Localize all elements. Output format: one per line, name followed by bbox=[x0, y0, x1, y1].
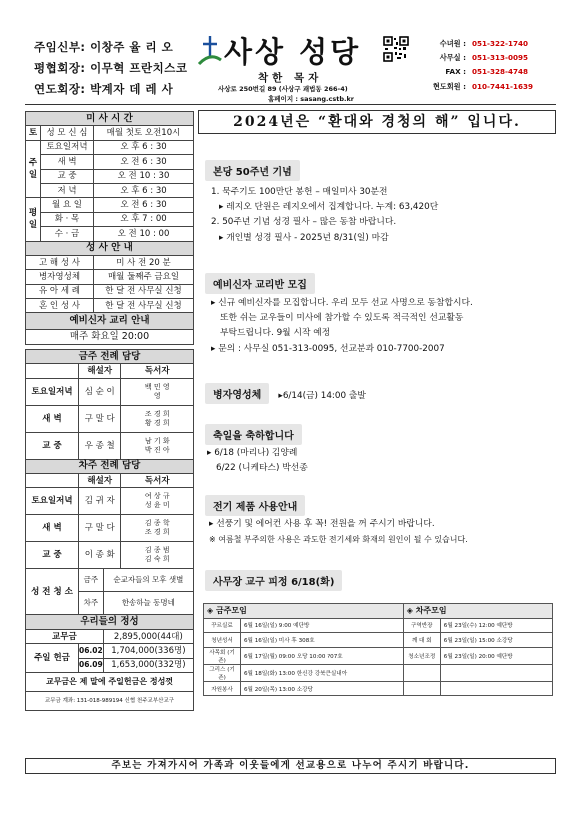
officer-priest: 주임신부: 이창주 율 리 오 bbox=[34, 40, 174, 54]
section-anniversary bbox=[205, 160, 300, 181]
sunday-label: 주 일 bbox=[26, 140, 41, 198]
sacrament-title: 성 사 안 내 bbox=[26, 241, 194, 255]
offering-account: 교무금 계좌: 131-018-989194 신협 천주교부산교구 bbox=[26, 691, 194, 710]
section-electric bbox=[205, 495, 305, 516]
meetings-table-wrap bbox=[203, 603, 553, 696]
footer-message: 주보는 가져가시어 가족과 이웃들에게 선교용으로 나누어 주시기 바랍니다. bbox=[25, 758, 556, 774]
table-row: 교 중 우 종 철 남 기 화 박 진 아 bbox=[26, 432, 194, 459]
table-row: 주 일 토요일저녁 오 후 6 : 30 bbox=[26, 140, 194, 154]
table-row: 고 해 성 사 미 사 전 20 분 bbox=[26, 255, 194, 269]
next-week-title: ◈ 차주모임 bbox=[403, 604, 552, 619]
left-column bbox=[25, 111, 194, 711]
cleaning-label: 성 전 청 소 bbox=[26, 569, 79, 615]
table-row: 새 벽 오 전 6 : 30 bbox=[26, 155, 194, 169]
meetings-table bbox=[203, 603, 553, 696]
table-row: 새 벽 구 말 다 조 경 희 황 경 희 bbox=[26, 405, 194, 432]
mass-table bbox=[25, 111, 194, 345]
officer-yeondo: 연도회장: 박계자 데 레 사 bbox=[34, 82, 174, 96]
year-banner: 2024년은 “환대와 경청의 해” 입니다. bbox=[198, 110, 556, 134]
table-row: 06.09 1,653,000(332명) bbox=[26, 658, 194, 672]
gold-liturgy-table: 금주 전례 담당 해설자 독서자 토요일저녁 심 순 이 백 민 영 영 새 벽 구 말 다 조 경 희 황 경 희 교 중 우 종 철 남 기 화 박 진 아 차주 전례 담당 해설자 독서자 토요일저녁 김 귀 자 여 상 규 성 윤 미 새 벽 구 말 다 김 종 학 조 경 희 교 중 이 종 화 김 종 범 김 숙 희 성 전 청 소 금주 순교자들의 모후 샛별 차주 한송하늘 동명네 우리들의 정성 교무금 2,895,000(44대) 주일 헌금 06.02 1,704,000(336명) 06.09 1,653,000(332명) 교무금은 제 말에 주일헌금은 정성껏 교무금 계좌: 131-018-989194 신협 천주교부산교구 bbox=[25, 349, 194, 711]
homepage-link[interactable]: sasang.cstb.kr bbox=[300, 95, 354, 103]
contact-convent: 수녀원 : 051-322-1740 bbox=[439, 39, 528, 48]
table-row: 혼 인 성 사 한 달 전 사무실 신청 bbox=[26, 299, 194, 313]
table-row: 사목회 (기존) 6월 17일(월) 09:00 오당 10:00 ?07호 청소년조정 6월 23일(일) 20:00 예단방 bbox=[204, 647, 553, 664]
electric-title: 전기 제품 사용안내 bbox=[205, 495, 305, 516]
this-week-title: ◈ 금주모임 bbox=[204, 604, 404, 619]
section-sick bbox=[205, 383, 366, 404]
homepage-line: 홈페이지 : sasang.cstb.kr bbox=[268, 95, 354, 103]
table-row: 성 전 청 소 금주 순교자들의 모후 샛별 bbox=[26, 569, 194, 592]
sick-text: ▸6/14(금) 14:00 출발 bbox=[278, 391, 366, 401]
catechism-title: 예비신자 교리반 모집 bbox=[205, 273, 315, 294]
table-row: 병자영성체 매월 둘째주 금요일 bbox=[26, 270, 194, 284]
table-row: 청년성서 6월 16일(일) 미사 후 308호 깨 대 회 6월 23일(일) 15:00 소강당 bbox=[204, 633, 553, 648]
section-catechism bbox=[205, 273, 315, 294]
table-row: 그리스 (기존) 6월 18일(화) 13:00 한신강 강북큰실내아 bbox=[204, 664, 553, 681]
table-row: 유 아 세 례 한 달 전 사무실 신청 bbox=[26, 284, 194, 298]
contact-fax: FAX : 051-328-4748 bbox=[445, 67, 528, 77]
church-address: 사상로 250번길 89 (사상구 괘법동 266-4) bbox=[218, 85, 348, 93]
anniversary-body: 1. 묵주기도 100만단 봉헌 – 매일미사 30분전 ▸ 레지오 단원은 레지오에서 집계합니다. 누계: 63,420단 2. 50주년 기념 성경 필사 – 많은 동참 바랍니다. ▸ 개인별 성경 필사 - 2025년 8/31(일) 마감 bbox=[211, 187, 439, 243]
contact-office: 사무실 : 051-313-0095 bbox=[439, 53, 528, 63]
table-row: 자원봉사 6월 20일(목) 13:00 소강당 bbox=[204, 681, 553, 696]
offering-note: 교무금은 제 말에 주일헌금은 정성껏 bbox=[26, 672, 194, 691]
feast-title: 축일을 축하합니다 bbox=[205, 424, 302, 445]
table-row: 주일 헌금 06.02 1,704,000(336명) bbox=[26, 644, 194, 658]
retreat-title: 사무장 교구 피정 6/18(화) bbox=[205, 570, 342, 591]
anniversary-title: 본당 50주년 기념 bbox=[205, 160, 300, 181]
contact-list bbox=[418, 37, 558, 94]
section-feast bbox=[205, 424, 302, 445]
mass-title: 미 사 시 간 bbox=[26, 112, 194, 126]
weekday-label: 평 일 bbox=[26, 198, 41, 241]
feast-body: ▸ 6/18 (마리나) 김양례 6/22 (니케타스) 박선종 bbox=[207, 448, 308, 474]
church-name: 사상 성당 bbox=[224, 35, 362, 69]
table-row: 평 일 월 요 일 오 전 6 : 30 bbox=[26, 198, 194, 212]
qr-code-icon bbox=[383, 36, 409, 62]
header-divider bbox=[25, 104, 556, 105]
church-subtitle: 착한 목자 bbox=[258, 72, 323, 84]
table-row: 화 · 목 오 후 7 : 00 bbox=[26, 212, 194, 226]
electric-body: ▸ 선풍기 및 에어컨 사용 후 꼭! 전원을 꺼 주시기 바랍니다. ※ 여름철 부주의한 사용은 과도한 전기세와 화재의 원인이 될 수 있습니다. bbox=[209, 519, 468, 545]
church-logo-icon bbox=[198, 34, 222, 68]
section-retreat bbox=[205, 570, 342, 591]
table-row: 토요일저녁 심 순 이 백 민 영 영 bbox=[26, 378, 194, 405]
gold-title: 금주 전례 담당 bbox=[26, 349, 194, 363]
table-row: 교 중 이 종 화 김 종 범 김 숙 희 bbox=[26, 542, 194, 569]
catechumen-time: 매주 화요일 20:00 bbox=[26, 330, 194, 344]
offering-title: 우리들의 정성 bbox=[26, 615, 194, 629]
catechumen-title: 예비신자 교리 안내 bbox=[26, 313, 194, 330]
table-row: 토요일저녁 김 귀 자 여 상 규 성 윤 미 bbox=[26, 488, 194, 515]
table-row: 꾸르실료 6월 16일(일) 9:00 예단방 구역반장 6월 23일(수) 12:00 예단방 bbox=[204, 618, 553, 633]
table-row: 저 녁 오 후 6 : 30 bbox=[26, 183, 194, 197]
table-row: 교무금 2,895,000(44대) bbox=[26, 629, 194, 643]
sick-title: 병자영성체 bbox=[205, 383, 269, 404]
table-row: 수 · 금 오 전 10 : 00 bbox=[26, 227, 194, 241]
table-row: 토 성 모 신 심 매월 첫토 오전10시 bbox=[26, 126, 194, 140]
officer-council: 평협회장: 이무혁 프란치스코 bbox=[34, 61, 188, 75]
next-title: 차주 전례 담당 bbox=[26, 459, 194, 473]
table-row: 새 벽 구 말 다 김 종 학 조 경 희 bbox=[26, 515, 194, 542]
table-row: 차주 한송하늘 동명네 bbox=[26, 592, 194, 615]
table-row: 교 중 오 전 10 : 30 bbox=[26, 169, 194, 183]
catechism-body: ▸ 신규 예비신자를 모집합니다. 우리 모두 선교 사명으로 동참합시다. 또한 쉬는 교우들이 미사에 참가할 수 있도록 적극적인 선교활동 부탁드립니다. 9월 시작 예정 ▸ 문의 : 사무실 051-313-0095, 선교분과 010-7700-2007 bbox=[211, 298, 473, 354]
contact-yeondo: 현도회원 : 010-7441-1639 bbox=[432, 81, 533, 91]
